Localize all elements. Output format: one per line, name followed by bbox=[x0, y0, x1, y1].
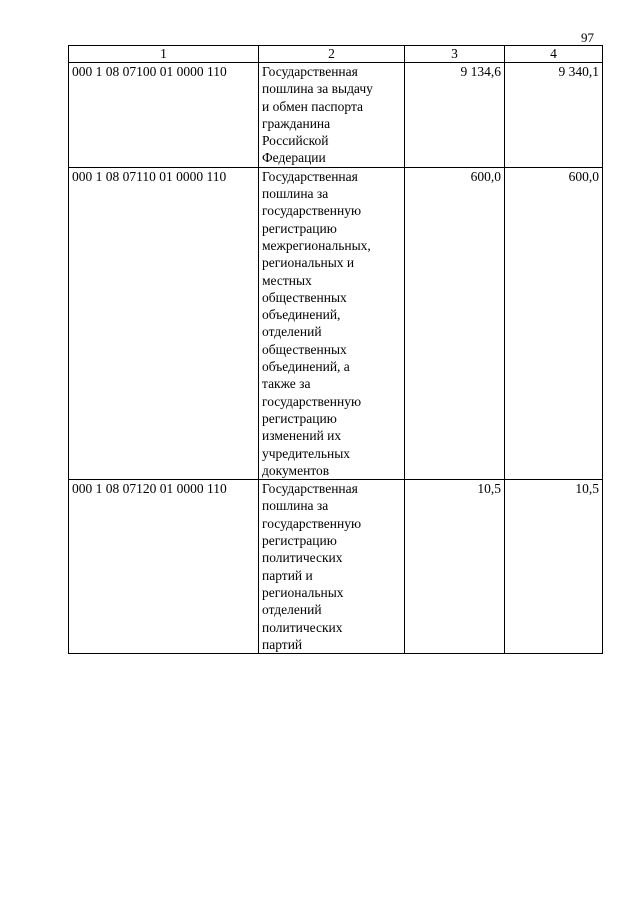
value-col-4: 600,0 bbox=[505, 167, 603, 479]
name-line: пошлина за bbox=[262, 186, 329, 202]
name-line: местных bbox=[262, 272, 312, 288]
header-col-4: 4 bbox=[505, 46, 603, 63]
name-cell bbox=[259, 63, 405, 168]
table-row bbox=[69, 167, 603, 479]
name-line: объединений, bbox=[262, 307, 341, 323]
name-line: государственную bbox=[262, 203, 362, 219]
name-line: региональных и bbox=[262, 255, 355, 271]
name-line: также за bbox=[262, 376, 311, 392]
name-line: отделений bbox=[262, 324, 322, 340]
name-line: регистрацию bbox=[262, 533, 337, 549]
name-line: Государственная bbox=[262, 481, 358, 497]
name-line: общественных bbox=[262, 289, 347, 305]
code-cell: 000 1 08 07110 01 0000 110 bbox=[69, 167, 259, 479]
name-line: отделений bbox=[262, 602, 322, 618]
name-line: государственную bbox=[262, 515, 362, 531]
name-line: государственную bbox=[262, 393, 362, 409]
name-line: пошлина за bbox=[262, 498, 329, 514]
name-cell bbox=[259, 167, 405, 479]
header-col-2: 2 bbox=[259, 46, 405, 63]
page-number: 97 bbox=[581, 30, 594, 45]
name-line: Государственная bbox=[262, 64, 358, 79]
name-line: политических bbox=[262, 550, 343, 566]
table-row bbox=[69, 63, 603, 168]
value-col-3: 10,5 bbox=[405, 480, 505, 654]
name-line: партий и bbox=[262, 567, 313, 583]
name-line: учредительных bbox=[262, 445, 351, 461]
name-line: региональных bbox=[262, 584, 344, 600]
value-col-3: 9 134,6 bbox=[405, 63, 505, 168]
name-line: регистрацию bbox=[262, 410, 337, 426]
name-line: межрегиональных, bbox=[262, 237, 371, 253]
header-col-1: 1 bbox=[69, 46, 259, 63]
name-line: изменений их bbox=[262, 428, 342, 444]
name-line: пошлина за выдачу bbox=[262, 81, 373, 97]
name-line: политических bbox=[262, 619, 343, 635]
header-row bbox=[69, 46, 603, 63]
value-col-4: 10,5 bbox=[505, 480, 603, 654]
name-line: Российской bbox=[262, 133, 329, 149]
value-col-4: 9 340,1 bbox=[505, 63, 603, 168]
name-line: Федерации bbox=[262, 150, 326, 166]
name-line: Государственная bbox=[262, 168, 358, 184]
header-col-3: 3 bbox=[405, 46, 505, 63]
table-row bbox=[69, 480, 603, 654]
name-line: регистрацию bbox=[262, 220, 337, 236]
name-cell bbox=[259, 480, 405, 654]
name-line: и обмен паспорта bbox=[262, 98, 364, 114]
value-col-3: 600,0 bbox=[405, 167, 505, 479]
code-cell: 000 1 08 07120 01 0000 110 bbox=[69, 480, 259, 654]
name-line: документов bbox=[262, 462, 330, 478]
name-line: общественных bbox=[262, 341, 347, 357]
budget-table bbox=[68, 45, 603, 654]
code-cell: 000 1 08 07100 01 0000 110 bbox=[69, 63, 259, 168]
name-line: партий bbox=[262, 636, 303, 652]
name-line: гражданина bbox=[262, 115, 331, 131]
name-line: объединений, а bbox=[262, 359, 350, 375]
